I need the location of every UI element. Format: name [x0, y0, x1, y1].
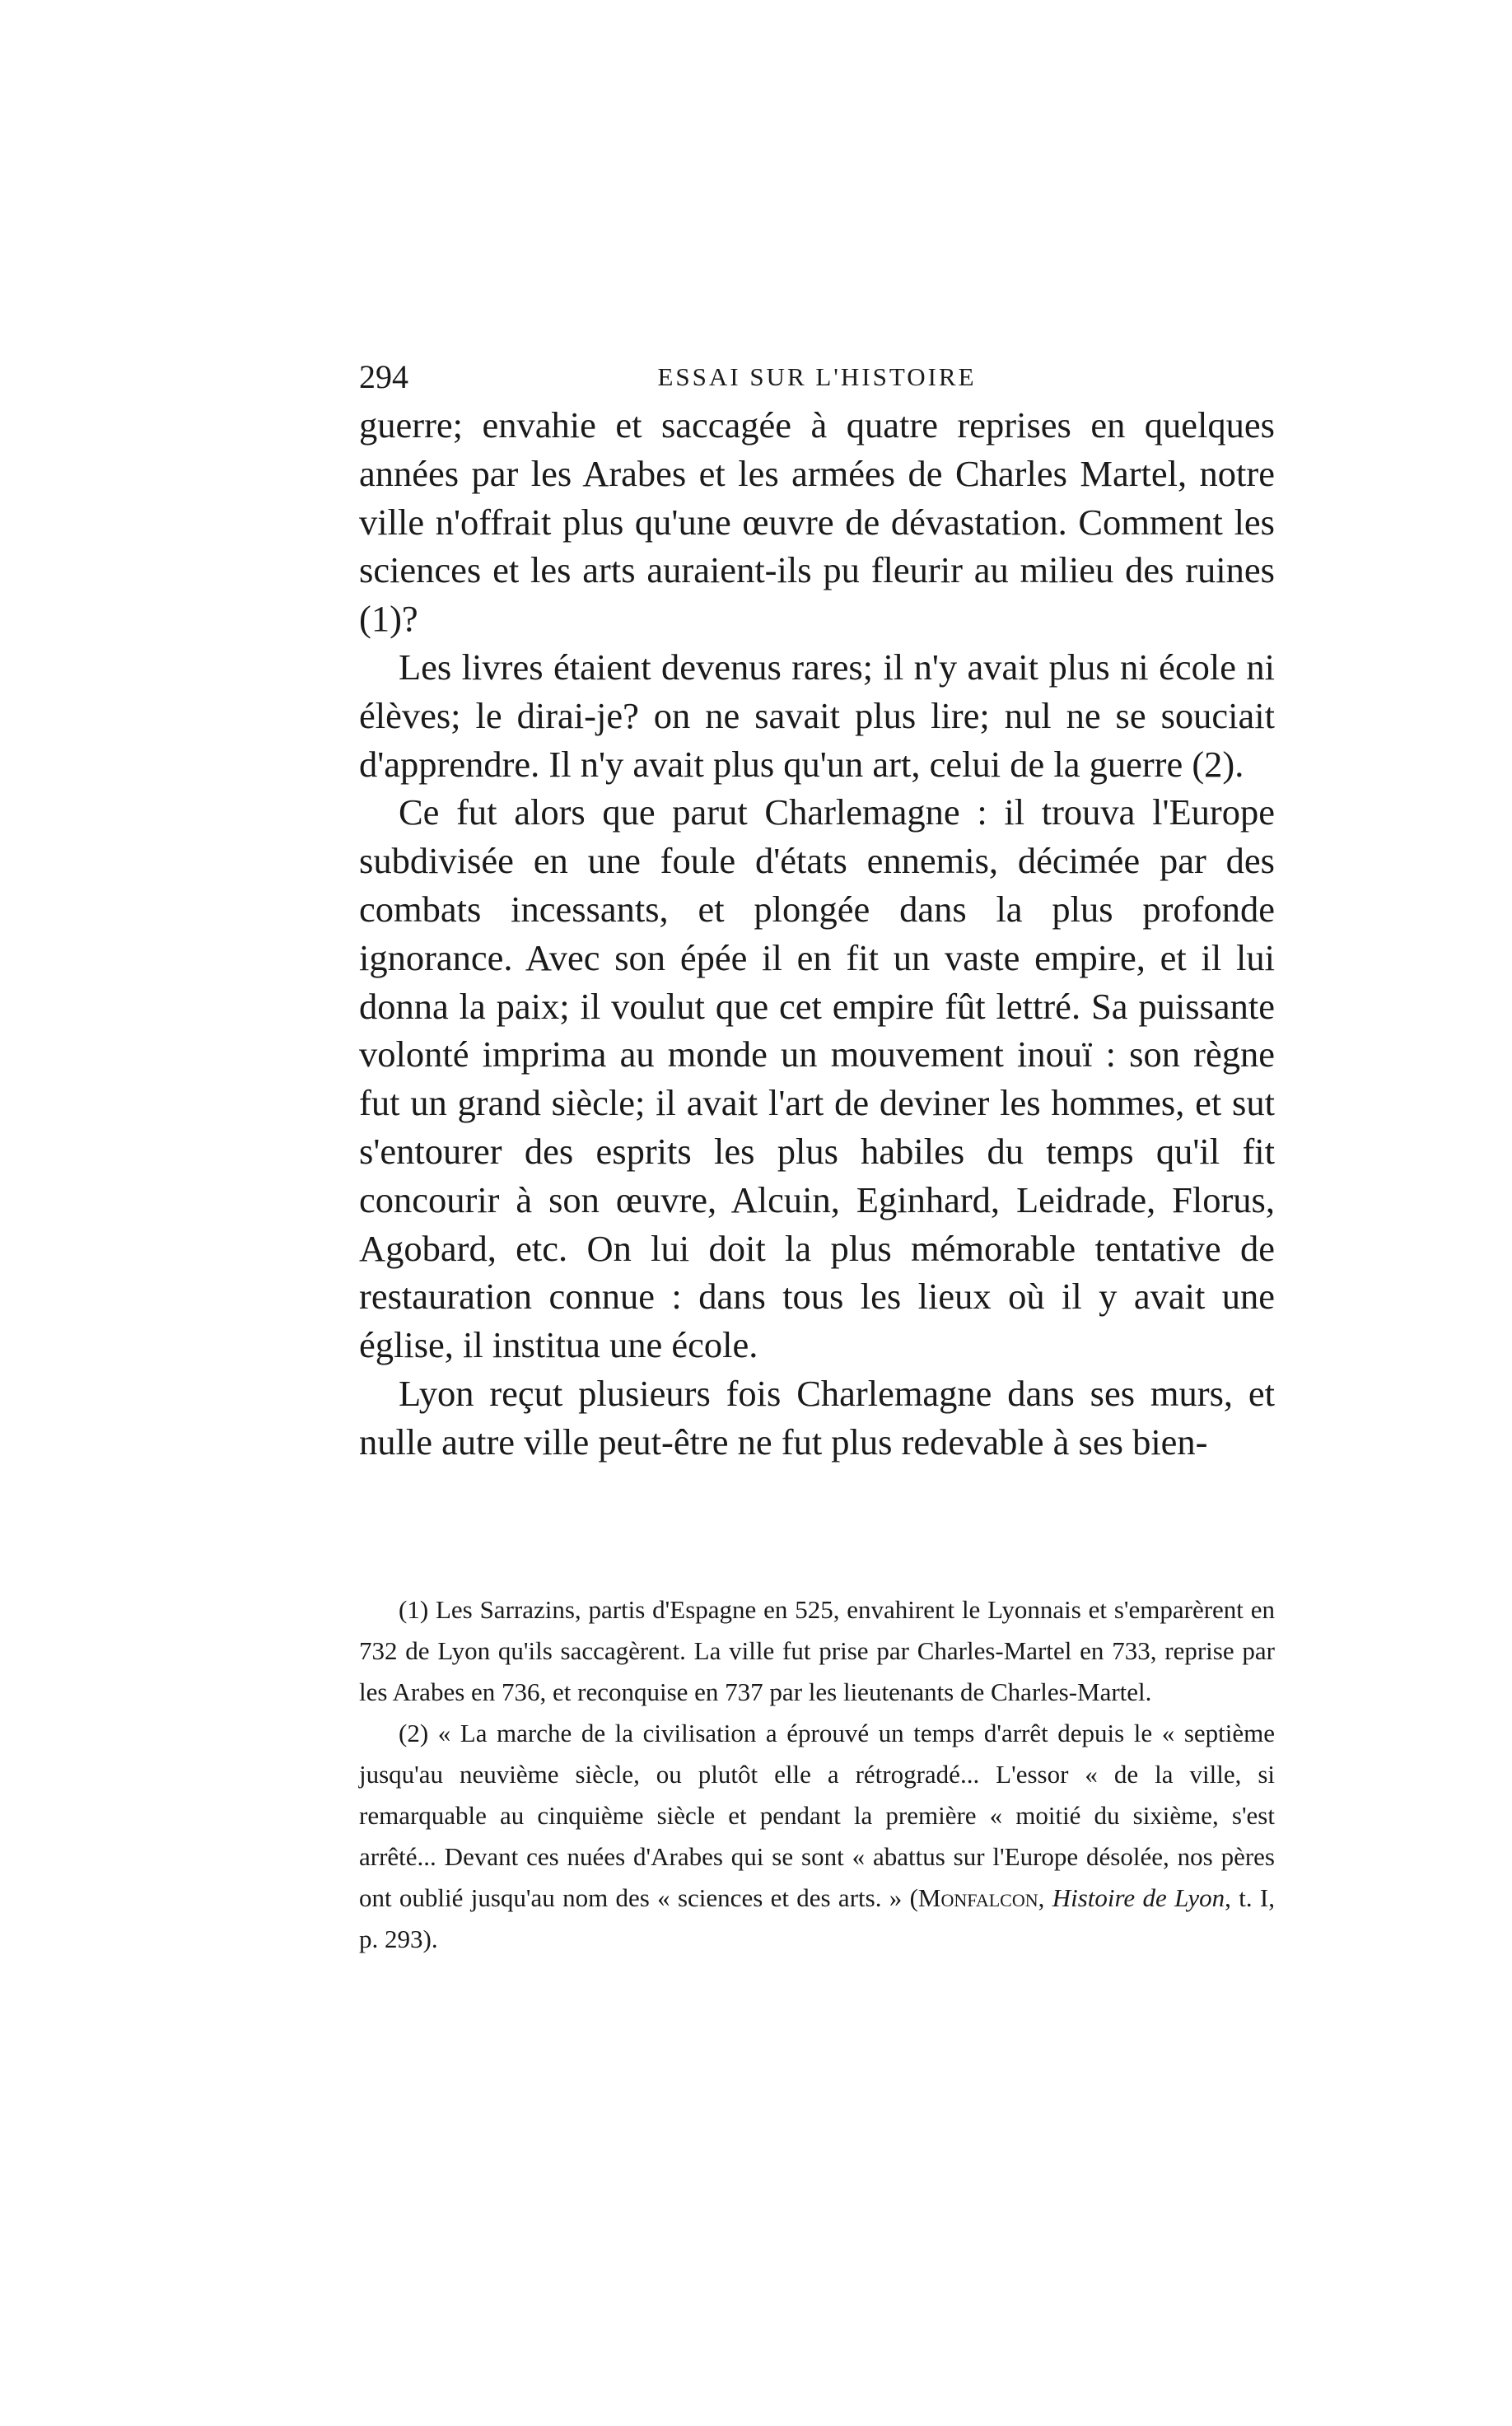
- paragraph-continuation: guerre; envahie et saccagée à quatre reprises en quelques années par les Arabes et les armées de Charles Martel, notre ville n'offrait plus qu'une œuvre de dévastation. Comment les sciences et les arts auraient-ils pu fleurir au milieu des ruines (1)?: [359, 404, 1275, 640]
- running-title: ESSAI SUR L'HISTOIRE: [657, 362, 977, 391]
- footnote-2-author: Monfalcon: [917, 1883, 1038, 1912]
- footnote-2-reference: , t. I, p. 293).: [359, 1883, 1275, 1953]
- paragraph: Ce fut alors que parut Charlemagne : il trouva l'Europe subdivisée en une foule d'états ennemis, décimée par des combats incessants, et plongée dans la plus profonde ignorance. Avec son épée il en fit un vaste empire, et il lui donna la paix; il voulut que cet empire fût lettré. Sa puissante volonté imprima au monde un mouvement inouï : son règne fut un grand siècle; il avait l'art de deviner les hommes, et sut s'entourer des esprits les plus habiles du temps qu'il fit concourir à son œuvre, Alcuin, Eginhard, Leidrade, Florus, Agobard, etc. On lui doit la plus mémorable tentative de restauration connue : dans tous les lieux où il y avait une église, il institua une école.: [359, 791, 1275, 1366]
- paragraph: Les livres étaient devenus rares; il n'y avait plus ni école ni élèves; le dirai-je? on ne savait plus lire; nul ne se souciait d'apprendre. Il n'y avait plus qu'un art, celui de la guerre (2).: [359, 646, 1275, 785]
- footnotes: [359, 1589, 1275, 1960]
- page-header: [359, 352, 1275, 402]
- footnote-1: (1) Les Sarrazins, partis d'Espagne en 525, envahirent le Lyonnais et s'emparèrent en 732 de Lyon qu'ils saccagèrent. La ville fut prise par Charles-Martel en 733, reprise par les Arabes en 736, et reconquise en 737 par les lieutenants de Charles-Martel.: [359, 1595, 1275, 1706]
- footnote-2-quote: (2) « La marche de la civilisation a éprouvé un temps d'arrêt depuis le « septième jusqu'au neuvième siècle, ou plutôt elle a rétrogradé... L'essor « de la ville, si remarquable au cinquième siècle et pendant la première « moitié du sixième, s'est arrêté... Devant ces nuées d'Arabes qui se sont « abattus sur l'Europe désolée, nos pères ont oublié jusqu'au nom des « sciences et des arts. » (: [359, 1719, 1275, 1912]
- footnote-2: [359, 1713, 1275, 1960]
- footnote-2-separator: ,: [1038, 1883, 1052, 1912]
- footnote-2-work: Histoire de Lyon: [1052, 1883, 1225, 1912]
- paragraph: Lyon reçut plusieurs fois Charlemagne dans ses murs, et nulle autre ville peut-être ne fut plus redevable à ses bien-: [359, 1372, 1275, 1463]
- page-number: 294: [359, 358, 408, 395]
- main-text: [359, 401, 1275, 1467]
